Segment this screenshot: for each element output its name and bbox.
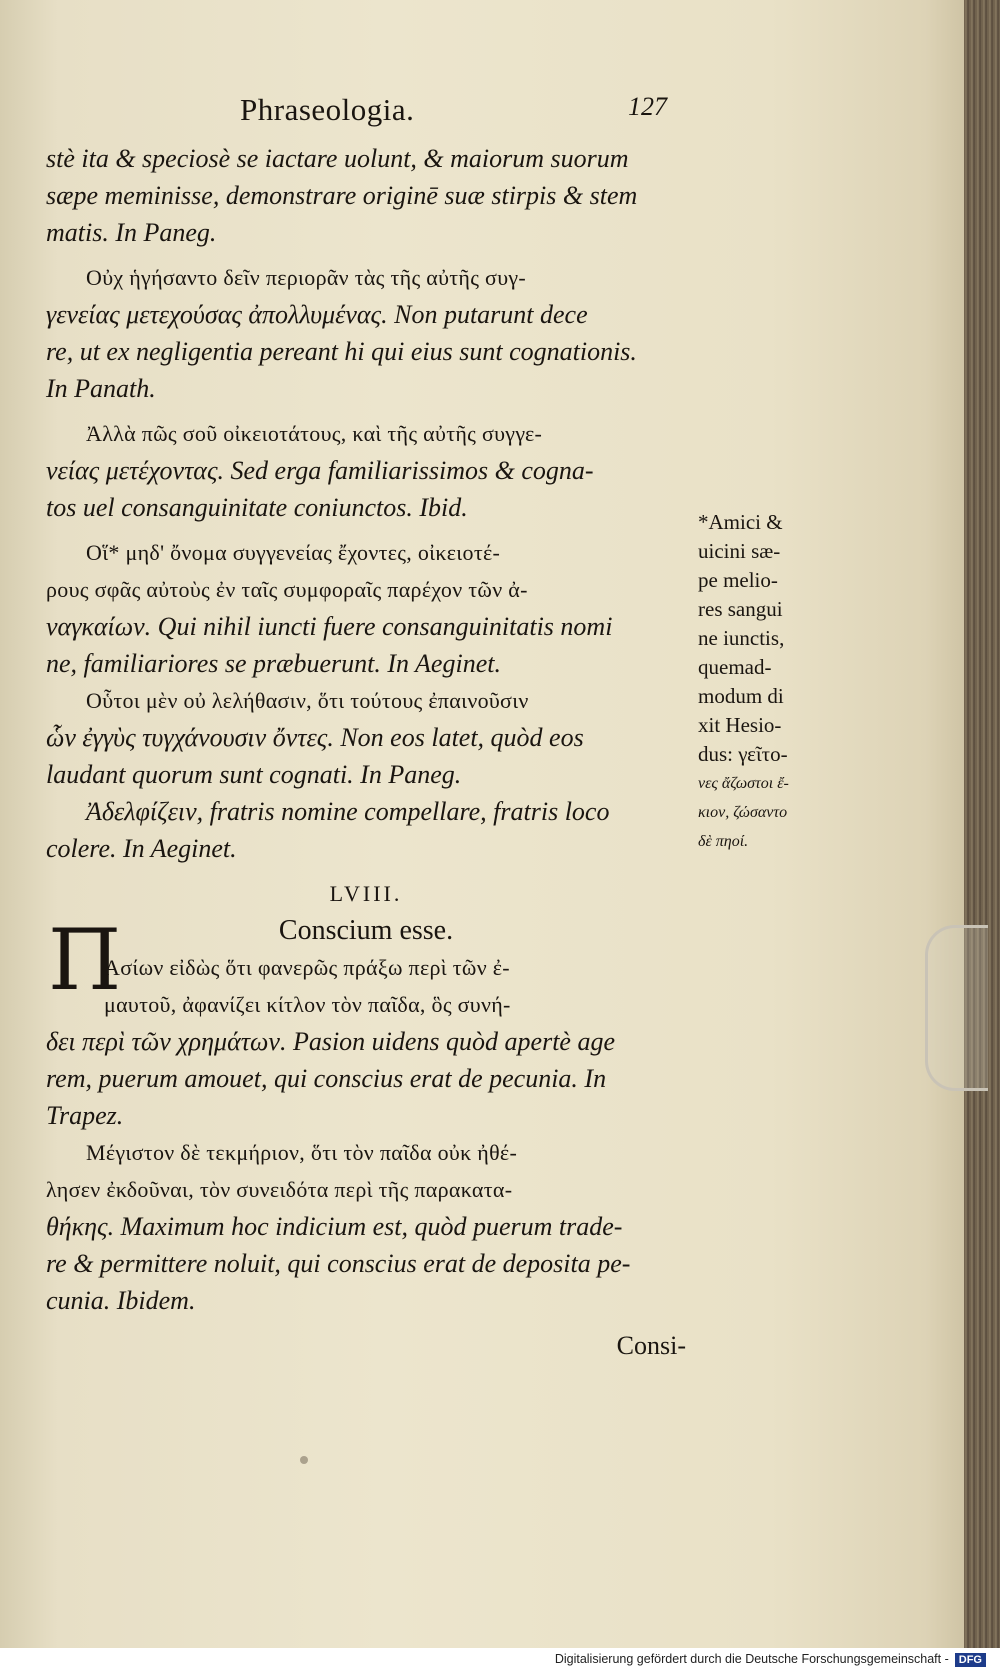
margin-note-line: xit Hesio- <box>698 713 782 737</box>
text-line: θήκης. Maximum hoc indicium est, quòd puerum trade- <box>46 1212 623 1241</box>
page-number: 127 <box>628 92 667 121</box>
greek-line: Οἵ* μηδ' ὄνομα συγγενείας ἔχοντες, οἰκειοτέ- <box>86 540 501 565</box>
greek-line: μαυτοῦ, ἀφανίζει κίτλον τὸν παῖδα, ὃς συνή- <box>104 992 511 1017</box>
section-number: LVIII. <box>329 881 403 906</box>
text-line: re & permittere noluit, qui conscius erat de deposita pe- <box>46 1249 631 1278</box>
dfg-logo-icon: DFG <box>955 1653 986 1667</box>
drop-cap: Π <box>48 911 122 1009</box>
ink-smudge <box>300 1456 308 1464</box>
greek-line: Οὐχ ἡγήσαντο δεῖν περιορᾶν τὰς τῆς αὐτῆς συγ- <box>86 265 527 290</box>
text-line: ne, familiariores se præbuerunt. In Aeginet. <box>46 649 501 678</box>
greek-line: λησεν ἐκδοῦναι, τὸν συνειδότα περὶ τῆς παρακατα- <box>46 1177 513 1202</box>
text-line: colere. In Aeginet. <box>46 834 237 863</box>
margin-note-line: quemad- <box>698 655 772 679</box>
text-line: ὧν ἐγγὺς τυγχάνουσιν ὄντες. Non eos latet, quòd eos <box>46 723 584 752</box>
text-line: laudant quorum sunt cognati. In Paneg. <box>46 760 462 789</box>
text-line: νείας μετέχοντας. Sed erga familiarissimos & cogna- <box>46 456 594 485</box>
greek-line: Ἀλλὰ πῶς σοῦ οἰκειοτάτους, καὶ τῆς αὐτῆς συγγε- <box>86 421 543 446</box>
page-clip <box>925 925 988 1091</box>
catchword: Consi- <box>616 1331 686 1360</box>
text-line: rem, puerum amouet, qui conscius erat de pecunia. In <box>46 1064 607 1093</box>
text-line: cunia. Ibidem. <box>46 1286 196 1315</box>
page-stack-edge <box>964 0 1000 1648</box>
main-text <box>46 140 686 1364</box>
running-head: Phraseologia. <box>240 92 415 127</box>
margin-note-line: δὲ πηοί. <box>698 833 749 850</box>
margin-note-line: κιον, ζώσαντο <box>698 804 788 821</box>
margin-note <box>698 508 823 856</box>
text-line: In Panath. <box>46 374 156 403</box>
text-line: re, ut ex negligentia pereant hi qui eius sunt cognationis. <box>46 337 637 366</box>
text-line: δει περὶ τῶν χρημάτων. Pasion uidens quòd apertè age <box>46 1027 616 1056</box>
text-line: sæpe meminisse, demonstrare originē suæ stirpis & stem <box>46 181 638 210</box>
text-line: stè ita & speciosè se iactare uolunt, & maiorum suorum <box>46 144 629 173</box>
section-title: Conscium esse. <box>278 915 454 946</box>
greek-line: ρους σφᾶς αὐτοὺς ἐν ταῖς συμφοραῖς παρέχον τῶν ἀ- <box>46 577 528 602</box>
text-line: Ἀδελφίζειν, fratris nomine compellare, fratris loco <box>86 797 610 826</box>
margin-note-line: modum di <box>698 684 784 708</box>
text-line: tos uel consanguinitate coniunctos. Ibid. <box>46 493 468 522</box>
text-line: ναγκαίων. Qui nihil iuncti fuere consanguinitatis nomi <box>46 612 613 641</box>
margin-note-line: uicini sæ- <box>698 539 781 563</box>
text-line: Trapez. <box>46 1101 124 1130</box>
text-line: γενείας μετεχούσας ἀπολλυμένας. Non putarunt dece <box>46 300 588 329</box>
margin-note-line: res sangui <box>698 597 783 621</box>
text-line: matis. In Paneg. <box>46 218 217 247</box>
greek-line: Οὗτοι μὲν οὐ λελήθασιν, ὅτι τούτους ἐπαινοῦσιν <box>86 688 529 713</box>
margin-note-line: dus: γεῖτο- <box>698 742 788 766</box>
greek-line: Μέγιστον δὲ τεκμήριον, ὅτι τὸν παῖδα οὐκ ἠθέ- <box>86 1140 518 1165</box>
margin-note-line: pe melio- <box>698 568 778 592</box>
digitization-footer <box>0 1648 1000 1670</box>
margin-note-line: ne iunctis, <box>698 626 785 650</box>
footer-text: Digitalisierung gefördert durch die Deutsche Forschungsgemeinschaft - <box>554 1652 949 1666</box>
margin-note-line: νες ἄζωστοι ἔ- <box>698 775 789 792</box>
greek-line: Ασίων εἰδὼς ὅτι φανερῶς πράξω περὶ τῶν ἐ- <box>104 955 510 980</box>
margin-note-line: *Amici & <box>698 510 783 534</box>
